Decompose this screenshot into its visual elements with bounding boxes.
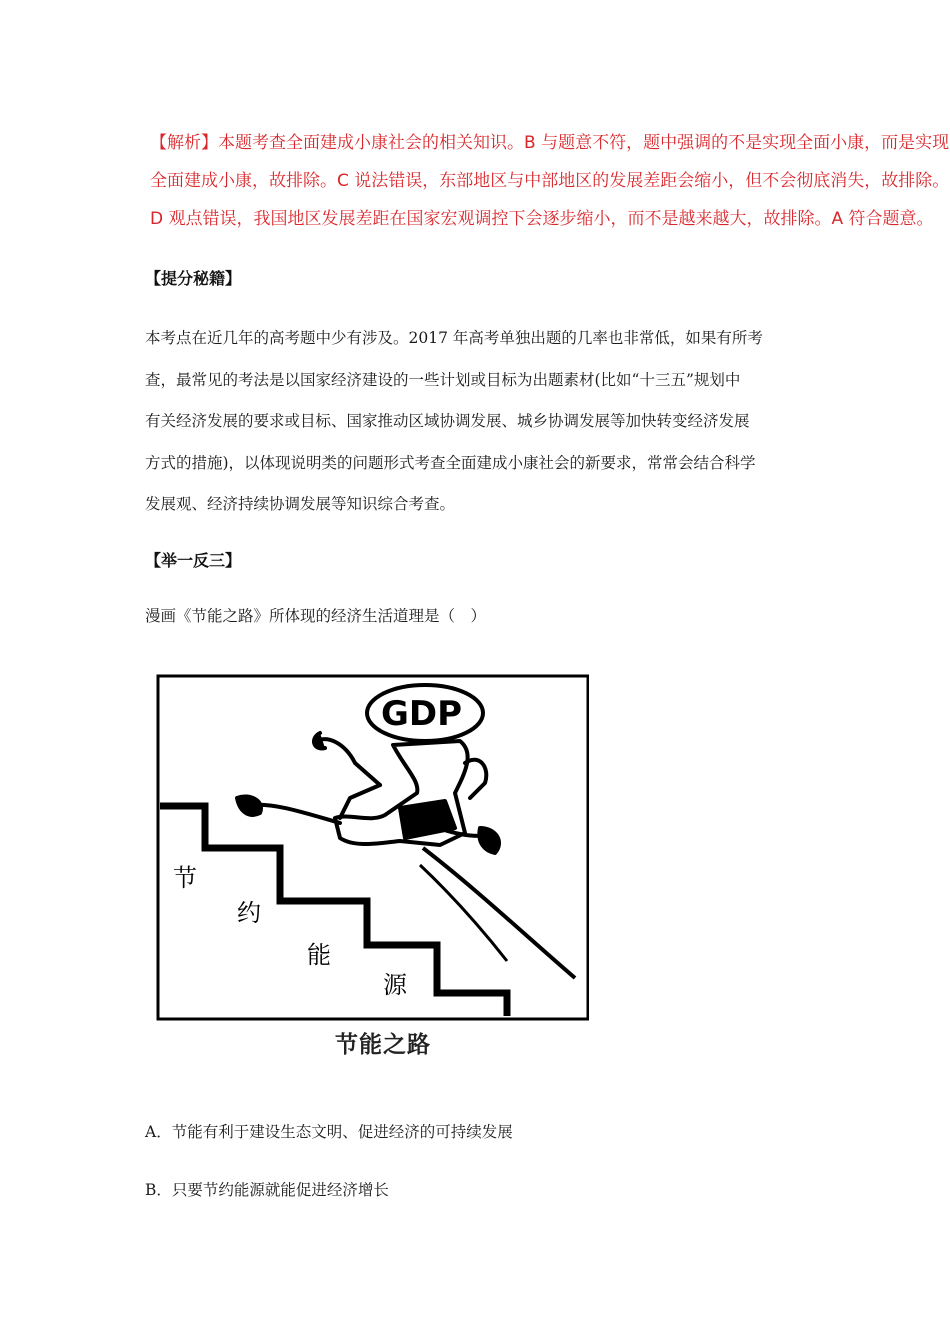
analysis-line: 【解析】本题考查全面建成小康社会的相关知识。B 与题意不符，题中强调的不是实现全面小康，而是实现 xyxy=(150,133,950,153)
analysis-line: 全面建成小康，故排除。C 说法错误，东部地区与中部地区的发展差距会缩小，但不会彻底消失，故排除。 xyxy=(150,171,950,191)
gdp-label: GDP xyxy=(381,694,463,734)
tips-paragraph xyxy=(145,318,825,526)
stair-label: 节 xyxy=(173,864,197,892)
analysis-paragraph xyxy=(150,124,950,238)
tips-heading: 【提分秘籍】 xyxy=(145,269,242,288)
option-a: A．节能有利于建设生态文明、促进经济的可持续发展 xyxy=(145,1123,513,1141)
cartoon-figure xyxy=(155,673,589,1023)
option-b: B．只要节约能源就能促进经济增长 xyxy=(145,1181,389,1199)
tips-line: 查，最常见的考法是以国家经济建设的一些计划或目标为出题素材(比如“十三五”规划中 xyxy=(145,370,741,389)
figure-caption: 节能之路 xyxy=(335,1032,431,1058)
practice-heading: 【举一反三】 xyxy=(145,551,242,570)
analysis-line: D 观点错误，我国地区发展差距在国家宏观调控下会逐步缩小，而不是越来越大，故排除。A 符合题意。 xyxy=(150,209,934,229)
stair-label: 约 xyxy=(237,899,261,927)
question-text: 漫画《节能之路》所体现的经济生活道理是（ ） xyxy=(145,607,487,625)
tips-line: 方式的措施)，以体现说明类的问题形式考查全面建成小康社会的新要求，常常会结合科学 xyxy=(145,453,756,472)
stair-label: 能 xyxy=(307,941,331,969)
stair-label: 源 xyxy=(383,971,407,999)
tips-line: 有关经济发展的要求或目标、国家推动区域协调发展、城乡协调发展等加快转变经济发展 xyxy=(145,412,750,430)
tips-line: 本考点在近几年的高考题中少有涉及。2017 年高考单独出题的几率也非常低，如果有所考 xyxy=(145,329,763,347)
tips-line: 发展观、经济持续协调发展等知识综合考查。 xyxy=(145,495,456,513)
